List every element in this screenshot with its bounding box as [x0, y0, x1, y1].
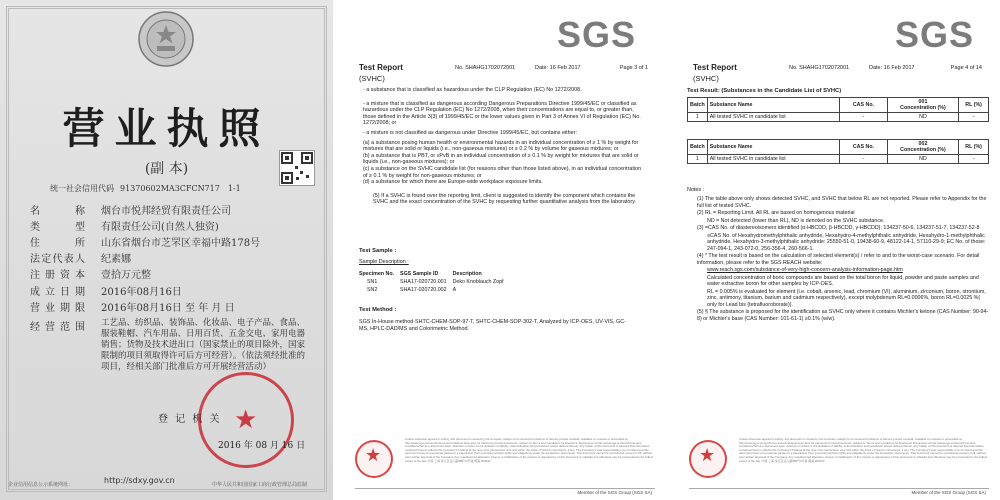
report-subtitle: (SVHC)	[359, 74, 385, 83]
field-key: 名称	[30, 205, 85, 217]
note-item: ≡CAS No. of Hexahydromethylphthalic anhydride, Hexahydro-4-methylphthalic anhydride, Hexahydro-1-methylphthalic anhydride, Hexahydro-3-methylphthalic anhydride: 25550-51-0, 19438-60-9, 48122-14-1, 57110-29-9; EC No. of those: 247-094-1, 243-072-0, 256-356-4, 260-566-1.	[707, 232, 986, 252]
paragraph: (5) If a SVHC is found over the reporting limit, client is suggested to identify the component which contains the SVHC and the exact concentration of the SVHC by requesting further quantitative analysis from the laboratory.	[373, 192, 636, 206]
field-value: 纪素娜	[101, 254, 131, 266]
field-row-address	[30, 233, 320, 249]
table-cell: SN1	[367, 279, 378, 285]
credit-code-value: 91370602MA3CFCN717	[120, 184, 220, 193]
official-seal-icon: ★	[198, 372, 294, 468]
paragraph: (a) a substance posing human health or environmental hazards in an individual concentration of ≥ 1 % by weight for mixtures that are solid or liquids (i.e., non-gaseous mixtures) or ≥ 0.2 % by volume for gaseous mixtures; or	[363, 139, 639, 153]
field-value: 烟台市悦邦经贸有限责任公司	[101, 205, 231, 217]
national-emblem-icon	[137, 10, 195, 68]
credit-code-label: 统一社会信用代码	[50, 184, 114, 193]
license-fields	[30, 201, 320, 373]
table-cell: -	[959, 155, 989, 164]
footer-right: 中华人民共和国国家工商行政管理总局监制	[212, 482, 308, 488]
table-cell: -	[840, 113, 888, 122]
report-date: Date: 16 Feb 2017	[869, 65, 915, 71]
credit-code-line	[50, 183, 325, 194]
sgs-logo: SGS	[894, 14, 974, 55]
result-table-001	[687, 97, 989, 122]
field-row-scope	[30, 318, 320, 373]
field-key: 类型	[30, 221, 85, 233]
note-item: (1) The table above only shows detected SVHC, and SVHC that below RL are not reported. Please refer to Appendix for the full list of tested SVHC.	[697, 196, 987, 209]
field-key: 经营范围	[30, 322, 85, 334]
sgs-logo: SGS	[556, 14, 636, 55]
field-value: 山东省烟台市芝罘区幸福中路178号	[101, 237, 261, 249]
field-key: 成立日期	[30, 286, 85, 298]
report-body	[355, 87, 645, 209]
table-cell: Deko Knoblauch Zopf	[452, 279, 504, 285]
field-value: 2016年08月16日 至 年 月 日	[101, 302, 235, 314]
report-title: Test Report	[693, 63, 737, 72]
field-row-legal-rep	[30, 250, 320, 266]
field-row-name	[30, 201, 320, 217]
paragraph: - a mixture is not classified as dangerous under Directive 1999/45/EC, but contains either:	[363, 129, 577, 136]
field-row-type	[30, 217, 320, 233]
column-header: Substance Name	[707, 98, 839, 113]
sample-description-heading: Sample Description :	[359, 259, 409, 265]
table-cell: All tested SVHC in candidate list	[707, 113, 839, 122]
result-table-002	[687, 139, 989, 164]
column-header: SGS Sample ID	[400, 271, 439, 277]
column-header: Description	[452, 271, 482, 277]
paragraph: (d) a substance for which there are Europe-wide workplace exposure limits.	[363, 179, 543, 186]
paragraph: - a mixture that is classified as dangerous according Dangerous Preparations Directive 1999/45/EC or classified as hazardous under the CLP Regulation (EC) No 1272/2008, when their concentrations are equal to, or greater than, those defined in the Article 3(3) of 1999/45/EC or the lower values given in Part 3 of Annex VI of Regulation (EC) No. 1272/2008; or	[363, 100, 641, 127]
member-note: Member of the SGS Group (SGS SA)	[911, 490, 986, 495]
reach-website-link[interactable]: www.reach.sgs.com/substance-of-very-high-concern-analysis-information-page.htm	[707, 267, 903, 273]
sgs-report-page	[667, 0, 1000, 500]
field-value: 有限责任公司(自然人独资)	[101, 221, 219, 233]
column-header: CAS No.	[840, 98, 888, 113]
table-row	[688, 155, 989, 164]
paragraph: - a substance that is classified as hazardous under the CLP Regulation (EC) No 1272/2008.	[363, 87, 582, 93]
table-cell: A	[452, 287, 457, 293]
report-number: No. SHAHG1702072001	[455, 65, 516, 71]
table-cell: ND	[887, 113, 959, 122]
column-header: 001 Concentration (%)	[887, 98, 959, 113]
footer-url[interactable]: http://sdxy.gov.cn	[104, 476, 175, 485]
table-cell: SHA17-020720.002	[400, 287, 447, 293]
sgs-report-page	[333, 0, 666, 500]
column-header: RL (%)	[959, 140, 989, 155]
column-header: Batch	[688, 140, 708, 155]
table-header-row	[688, 140, 989, 155]
note-item: Calculated concentration of boric compounds are based on the total boron for liquid, powder and paste samples and water extractive boron for other samples by ICP-OES.	[707, 274, 979, 287]
registration-authority: 登 记 机 关	[158, 414, 222, 425]
table-cell: SHA17-020720.001	[400, 279, 447, 285]
table-cell: -	[959, 113, 989, 122]
table-cell: 1	[688, 155, 708, 164]
field-key: 注册资本	[30, 270, 85, 282]
column-header: Substance Name	[707, 140, 839, 155]
notes-list	[697, 196, 989, 323]
paragraph: (c) a substance on the SVHC candidate list (for reasons other than those listed above), in an individual concentration of ≥ 0.1 % by weight for non-gaseous mixtures; or	[363, 165, 642, 179]
field-row-established	[30, 282, 320, 298]
table-row	[359, 278, 510, 286]
field-value: 工艺品、纺织品、装饰品、化妆品、电子产品、食品、服装鞋帽、汽车用品、日用百货、五金交电、家用电器销售；货物及技术进出口（国家禁止的项目除外，国家限制的项目须取得许可后方可经营）。（依法须经批准的项目，经相关部门批准后方可开展经营活动）	[101, 318, 306, 373]
registration-date: 2016 年 08 月 16 日	[218, 441, 306, 451]
column-header: RL (%)	[959, 98, 989, 113]
report-title: Test Report	[359, 63, 403, 72]
footer-legal-text: Unless otherwise agreed in writing, this document is issued by the Company subject to its General Conditions of Service printed overleaf, available on request or accessible at http://www.sgs.com/en/Terms-and-Conditions.aspx and, for electronic format documents, subject to Terms and Conditions for Electronic Documents at http://www.sgs.com/en/Terms-and-Conditions/Terms-e-Document.aspx. Attention is drawn to the limitation of liability, indemnification and jurisdiction issues defined therein. Any holder of this document is advised that information contained hereon reflects the Company's findings at the time of its intervention only and within the limits of Client's instructions, if any. The Company's sole responsibility is to its Client and this document does not exonerate parties to a transaction from exercising all their rights and obligations under the transaction documents. This document cannot be reproduced except in full, without prior written approval of the Company. Any unauthorized alteration, forgery or falsification of the content or appearance of this document is unlawful and offenders may be prosecuted to the fullest extent of the law. 中国·上海·徐汇区宜山路889号3号楼 邮编 200233	[739, 437, 987, 463]
table-cell: All tested SVHC in candidate list	[707, 155, 839, 164]
field-row-capital	[30, 266, 320, 282]
field-row-term	[30, 298, 320, 314]
column-header: CAS No.	[840, 140, 888, 155]
report-number: No. SHAHG1702072001	[789, 65, 850, 71]
table-cell: 1	[688, 113, 708, 122]
table-header-row	[359, 270, 510, 278]
qr-code-icon	[279, 150, 315, 186]
test-sample-heading: Test Sample :	[359, 248, 397, 254]
footer-divider	[689, 488, 989, 489]
table-header-row	[688, 98, 989, 113]
notes-heading: Notes :	[687, 187, 705, 193]
footer-divider	[355, 488, 655, 489]
column-header: 002 Concentration (%)	[887, 140, 959, 155]
table-row	[688, 113, 989, 122]
field-key: 住所	[30, 237, 85, 249]
license-title: 营业执照	[62, 104, 271, 153]
field-value: 壹拾万元整	[101, 270, 151, 282]
table-cell: -	[840, 155, 888, 164]
table-row	[359, 286, 510, 294]
sample-table	[359, 270, 510, 294]
note-item: ND = Not detected (lower than RL), ND is denoted on the SVHC substance.	[707, 217, 885, 224]
column-header: Specimen No.	[359, 271, 395, 277]
footer-left: 企业信用信息公示系统网址：	[8, 482, 74, 488]
page-number: Page 4 of 14	[950, 65, 982, 71]
result-title: Test Result: (Substances in the Candidate List of SVHC)	[687, 88, 842, 94]
note-item: (2) RL = Reporting Limit. All RL are based on homogenous material	[697, 210, 855, 216]
footer-legal-text: Unless otherwise agreed in writing, this document is issued by the Company subject to its General Conditions of Service printed overleaf, available on request or accessible at http://www.sgs.com/en/Terms-and-Conditions.aspx and, for electronic format documents, subject to Terms and Conditions for Electronic Documents at http://www.sgs.com/en/Terms-and-Conditions/Terms-e-Document.aspx. Attention is drawn to the limitation of liability, indemnification and jurisdiction issues defined therein. Any holder of this document is advised that information contained hereon reflects the Company's findings at the time of its intervention only and within the limits of Client's instructions, if any. The Company's sole responsibility is to its Client and this document does not exonerate parties to a transaction from exercising all their rights and obligations under the transaction documents. This document cannot be reproduced except in full, without prior written approval of the Company. Any unauthorized alteration, forgery or falsification of the content or appearance of this document is unlawful and offenders may be prosecuted to the fullest extent of the law. 中国·上海·徐汇区宜山路889号3号楼 邮编 200233	[405, 437, 653, 463]
table-cell: SN2	[367, 287, 378, 293]
report-subtitle: (SVHC)	[693, 74, 719, 83]
column-header: Batch	[688, 98, 708, 113]
test-method-text: SGS In-House method-SHTC-CHEM-SOP-97-T, SHTC-CHEM-SOP-302-T, Analyzed by ICP-OES, UV-VIS, GC-MS, HPLC-DAD/MS and Colorimetric Method.	[359, 319, 626, 332]
credit-code-seq: 1-1	[227, 184, 241, 193]
field-key: 法定代表人	[30, 254, 85, 266]
field-key: 营业期限	[30, 302, 85, 314]
page-number: Page 3 of 1	[619, 65, 648, 71]
table-cell: ND	[887, 155, 959, 164]
test-method-heading: Test Method :	[359, 307, 397, 313]
member-note: Member of the SGS Group (SGS SA)	[577, 490, 652, 495]
report-date: Date: 16 Feb 2017	[535, 65, 581, 71]
paragraph: (b) a substance that is PBT, or vPvB in an individual concentration of ≥ 0.1 % by weight for mixtures that are solid or liquids (i.e., non-gaseous mixtures); or	[363, 152, 639, 166]
note-item: (5) § The substance is proposed for the identification as SVHC only where it contains Michler's ketone (CAS Number: 90-94-8) or Michler's base (CAS Number: 101-61-1) ≥0.1% (w/w).	[697, 309, 989, 322]
note-item: RL = 0.005% is evaluated for element (i.e. cobalt, arsenic, lead, chromium (VI), aluminium, zirconium, boron, strontium, zinc, antimony, titanium, barium and cadmium respectively), except molybdenum RL=0.0006%, boron RL=0.0025 %( only for Lead bis (tetrafluoroborate)).	[707, 288, 986, 308]
field-value: 2016年08月16日	[101, 286, 182, 298]
license-subtitle: (副 本)	[144, 161, 189, 177]
business-license	[0, 0, 333, 500]
note-item: (4) * The test result is based on the calculation of selected element(s) / refer to and to the worst-case scenario. For detail information, please refer to the SGS REACH website:	[697, 253, 980, 266]
inspection-seal-icon: ★	[689, 440, 727, 478]
inspection-seal-icon: ★	[355, 440, 393, 478]
note-item: (3) =CAS No. of diastereoisomers identified (α-HBCDD, β-HBCDD, γ-HBCDD): 134237-50-6, 134237-51-7, 134237-52-8	[697, 225, 980, 231]
